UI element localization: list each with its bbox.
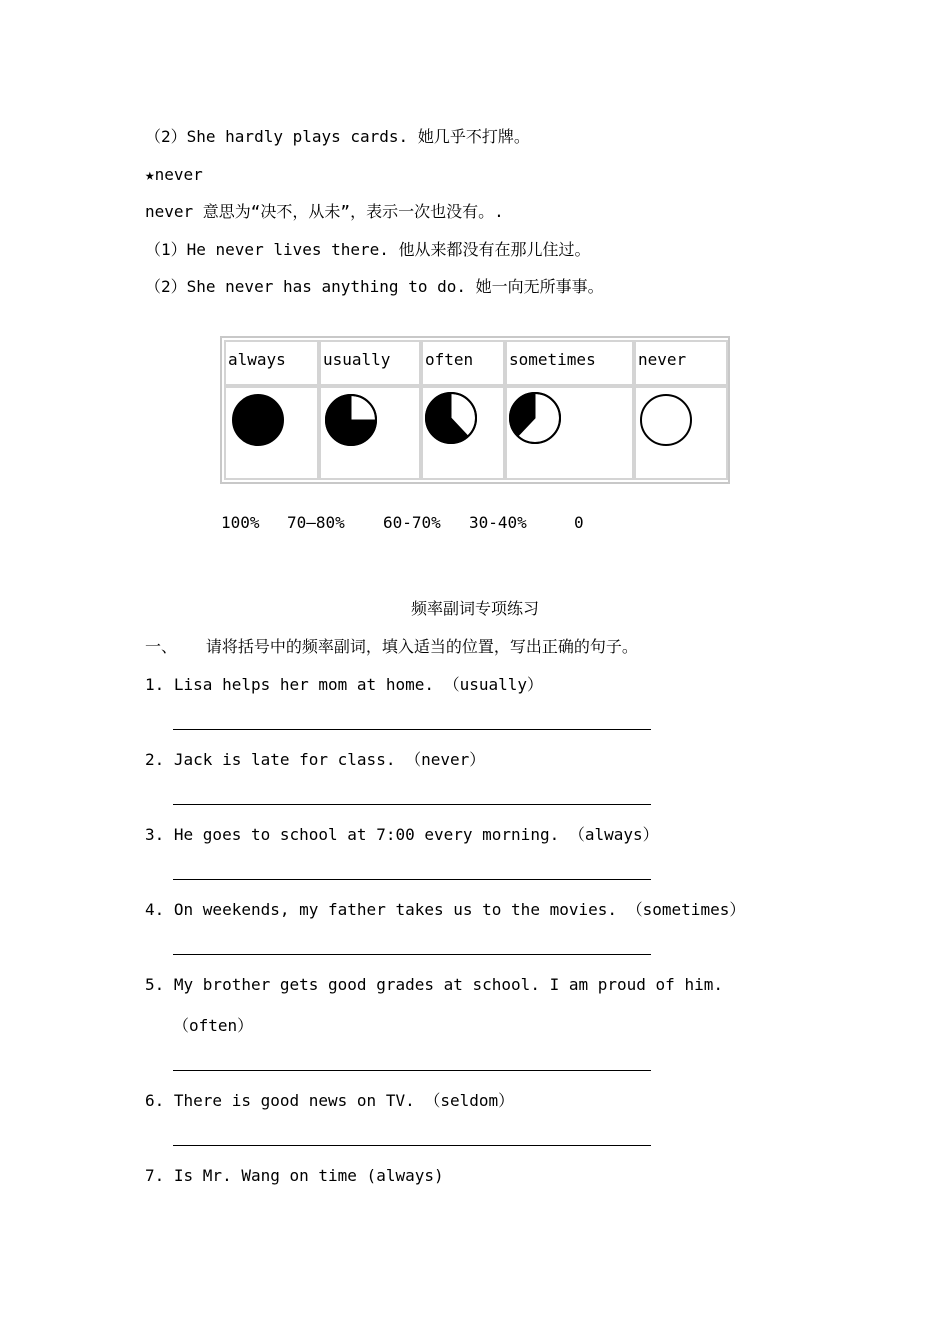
question-7: 7. Is Mr. Wang on time (always) <box>145 1166 444 1185</box>
never-heading: ★never <box>145 165 203 184</box>
pie-cell-sometimes <box>505 386 634 480</box>
never-meaning: never 意思为“决不，从未”，表示一次也没有。. <box>145 202 504 221</box>
question-1: 1. Lisa helps her mom at home. （usually） <box>145 675 544 694</box>
pie-cell-never <box>634 386 728 480</box>
percent-label-often: 60-70% <box>383 513 441 532</box>
percent-label-never: 0 <box>574 513 584 532</box>
column-label: usually <box>323 350 391 369</box>
question-6: 6. There is good news on TV. （seldom） <box>145 1091 515 1110</box>
frequency-table <box>220 336 730 484</box>
section-heading: 一、 请将括号中的频率副词，填入适当的位置，写出正确的句子。 <box>145 637 638 656</box>
percent-label-usually: 70—80% <box>287 513 345 532</box>
pie-cell-often <box>421 386 505 480</box>
pie-chart-usually <box>323 392 379 448</box>
pie-cell-always <box>224 386 319 480</box>
pie-chart-never <box>638 392 694 448</box>
pie-chart-always <box>230 392 286 448</box>
percent-label-sometimes: 30-40% <box>469 513 527 532</box>
pie-outline <box>641 395 691 445</box>
exercise-title: 频率副词专项练习 <box>410 599 539 618</box>
header-cell-often <box>421 340 505 386</box>
column-label: always <box>228 350 286 369</box>
header-cell-always <box>224 340 319 386</box>
example-never-1: （1）He never lives there. 他从来都没有在那儿住过。 <box>145 240 591 259</box>
percent-label-always: 100% <box>221 513 260 532</box>
header-cell-never <box>634 340 728 386</box>
example-hardly-2: （2）She hardly plays cards. 她几乎不打牌。 <box>145 127 530 146</box>
header-cell-sometimes <box>505 340 634 386</box>
pie-outline <box>233 395 283 445</box>
question-4: 4. On weekends, my father takes us to the movies. （sometimes） <box>145 900 746 919</box>
question-5-hint: （often） <box>173 1016 254 1035</box>
column-label: sometimes <box>509 350 596 369</box>
answer-line-4[interactable] <box>173 954 651 955</box>
question-5: 5. My brother gets good grades at school. I am proud of him. <box>145 975 723 994</box>
pie-chart-often <box>423 390 479 446</box>
column-label: never <box>638 350 687 369</box>
column-label: often <box>425 350 474 369</box>
answer-line-2[interactable] <box>173 804 651 805</box>
pie-chart-sometimes <box>507 390 563 446</box>
answer-line-5[interactable] <box>173 1070 651 1071</box>
example-never-2: （2）She never has anything to do. 她一向无所事事。 <box>145 277 604 296</box>
answer-line-6[interactable] <box>173 1145 651 1146</box>
answer-line-3[interactable] <box>173 879 651 880</box>
question-2: 2. Jack is late for class. （never） <box>145 750 486 769</box>
answer-line-1[interactable] <box>173 729 651 730</box>
header-cell-usually <box>319 340 421 386</box>
pie-cell-usually <box>319 386 421 480</box>
question-3: 3. He goes to school at 7:00 every morning. （always） <box>145 825 659 844</box>
